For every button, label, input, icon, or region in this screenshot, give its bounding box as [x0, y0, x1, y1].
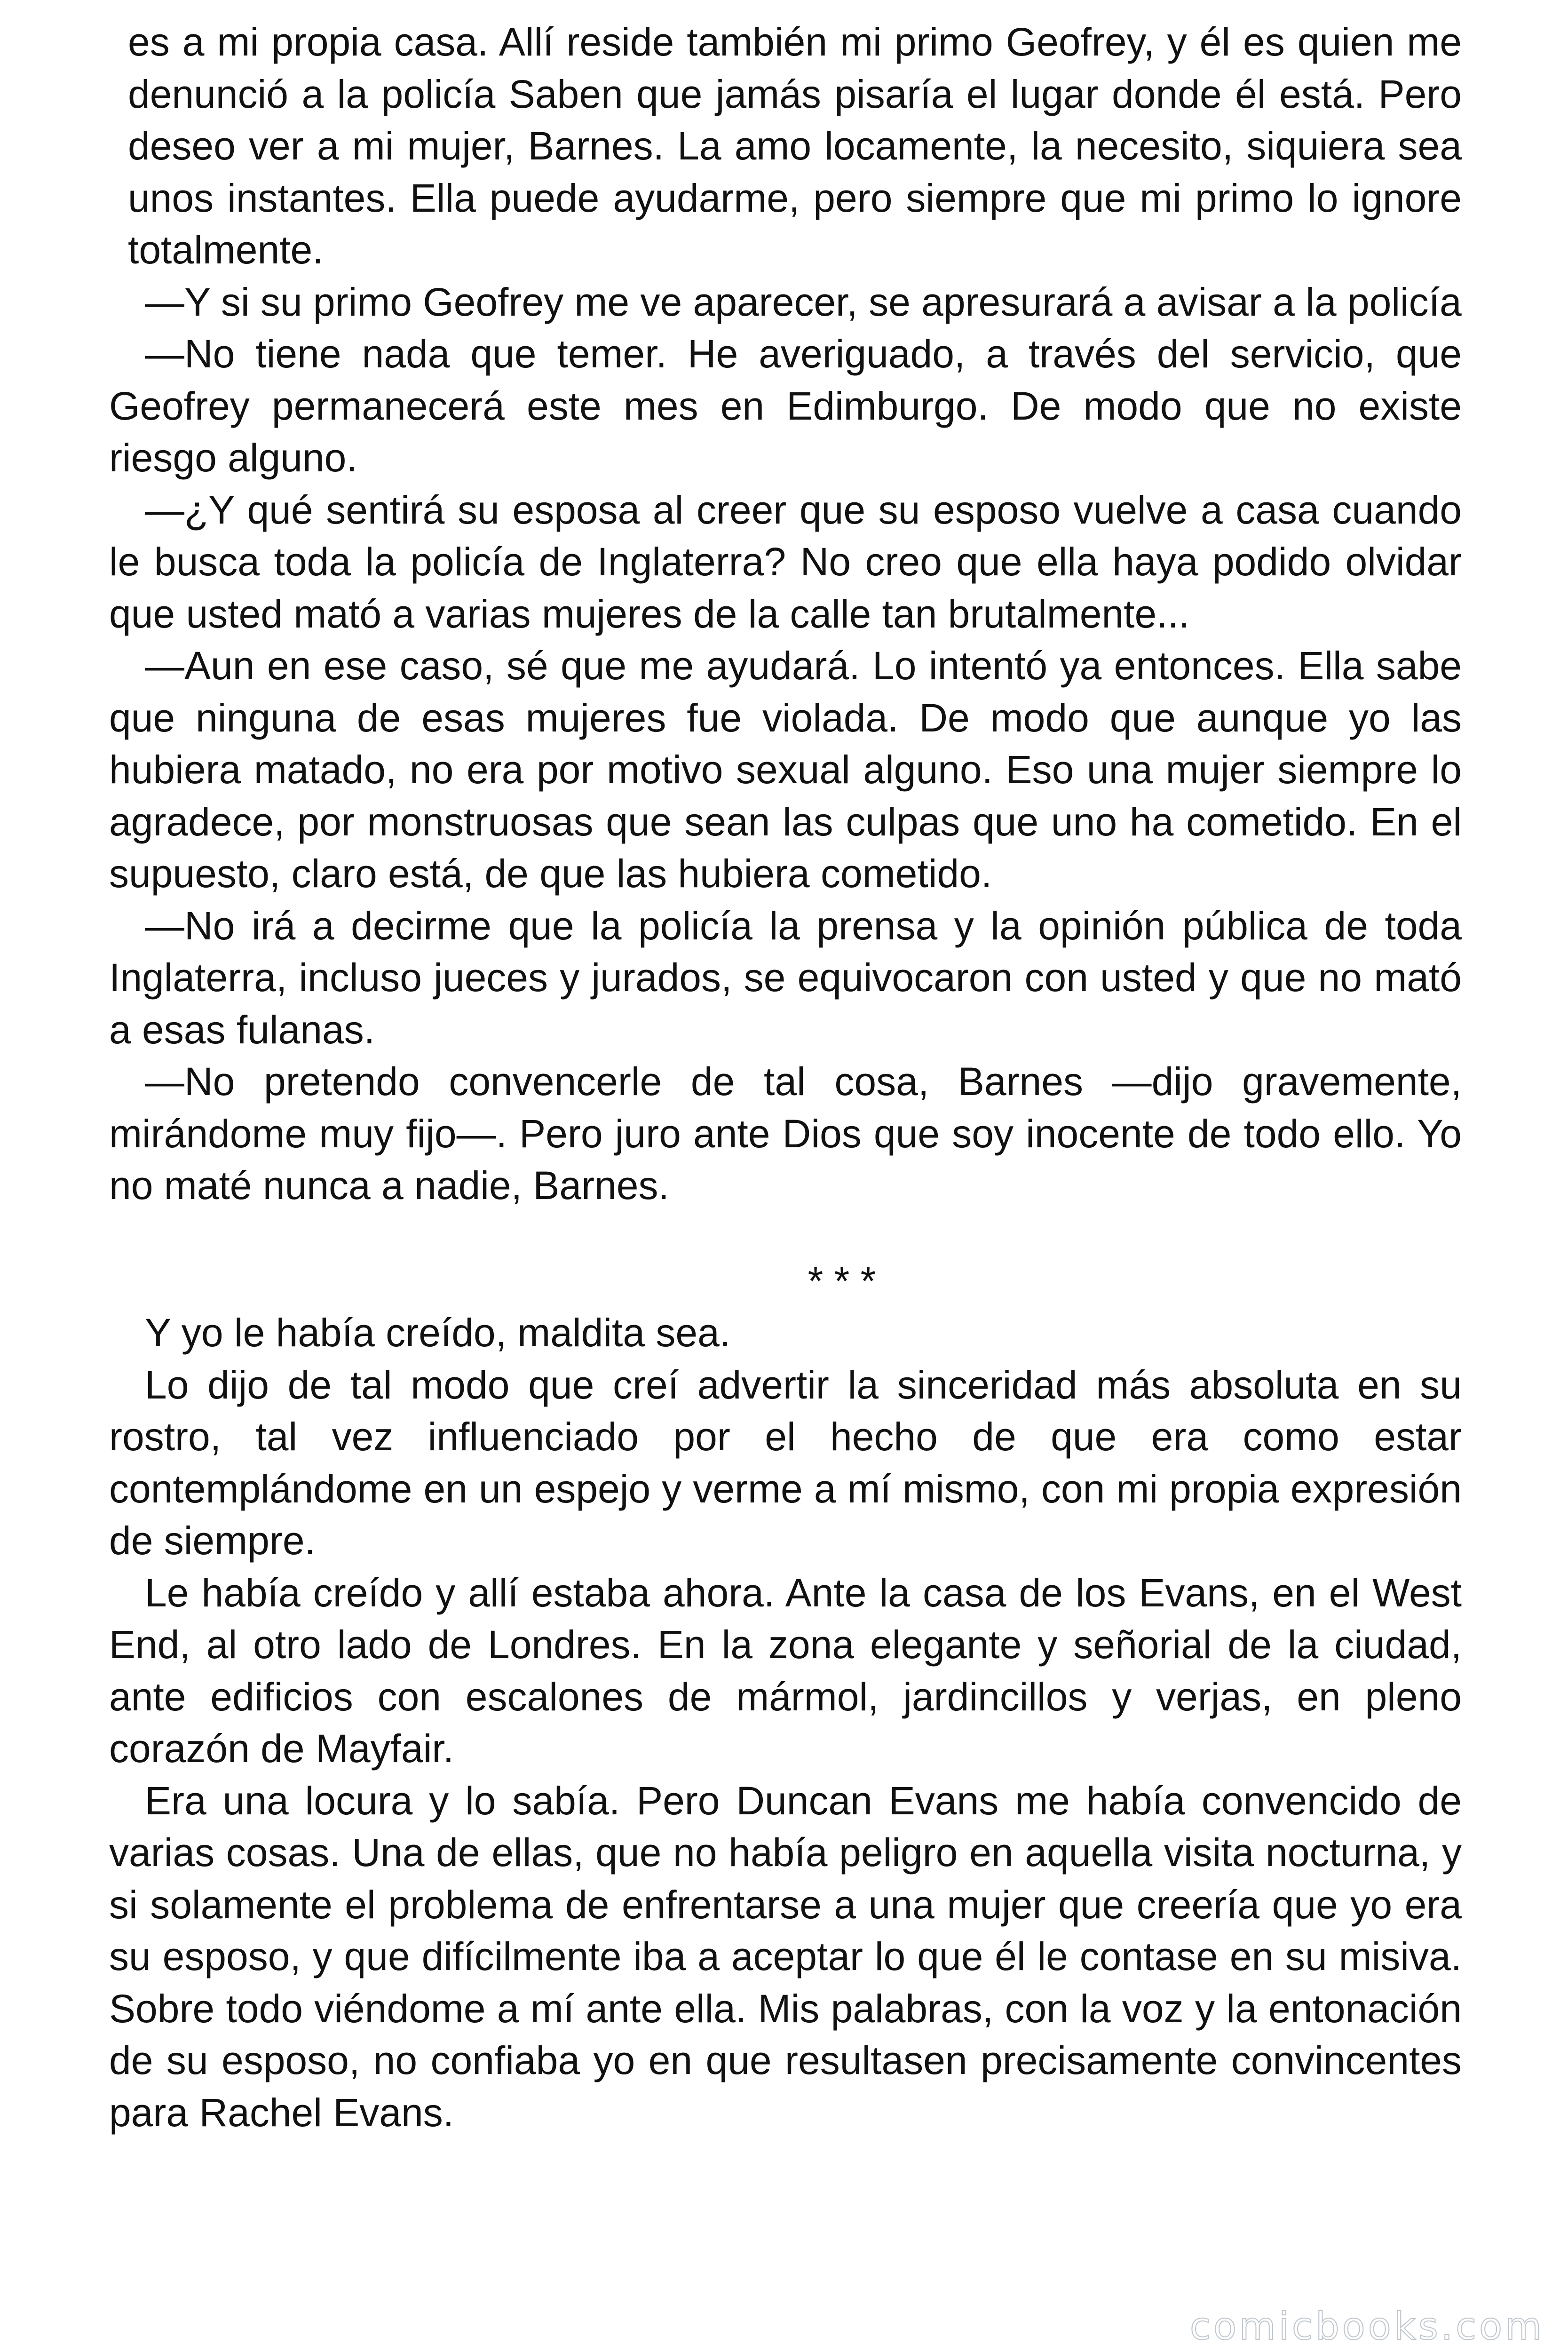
paragraph: —No pretendo convencerle de tal cosa, Barnes —dijo gravemente, mirándome muy fijo—. Pero juro ante Dios que soy inocente de todo ello. Yo no maté nunca a nadie, Barnes.: [109, 1059, 1462, 1208]
text-column: [109, 16, 1462, 2138]
paragraph: Le había creído y allí estaba ahora. Ante la casa de los Evans, en el West End, al otro lado de Londres. En la zona elegante y señorial de la ciudad, ante edificios con escalones de mármol, jardincillos y verjas, en pleno corazón de Mayfair.: [109, 1570, 1462, 1771]
paragraph: Y yo le había creído, maldita sea.: [145, 1311, 731, 1355]
paragraph: —¿Y qué sentirá su esposa al creer que su esposo vuelve a casa cuando le busca toda la policía de Inglaterra? No creo que ella haya podido olvidar que usted mató a varias mujeres de la calle tan brutalmente...: [109, 487, 1462, 636]
section-separator: * * *: [808, 1258, 876, 1303]
watermark: comicbooks.com: [1189, 2304, 1544, 2348]
paragraph: —Y si su primo Geofrey me ve aparecer, se apresurará a avisar a la policía: [145, 279, 1462, 324]
paragraph: —No tiene nada que temer. He averiguado, a través del servicio, que Geofrey permanecerá este mes en Edimburgo. De modo que no existe riesgo alguno.: [109, 332, 1462, 480]
paragraph: Era una locura y lo sabía. Pero Duncan Evans me había convencido de varias cosas. Una de ellas, que no había peligro en aquella visita nocturna, y si solamente el problema de enfrentarse a una mujer que creería que yo era su esposo, y que difícilmente iba a aceptar lo que él le contase en su misiva. Sobre todo viéndome a mí ante ella. Mis palabras, con la voz y la entonación de su esposo, no confiaba yo en que resultasen precisamente convincentes para Rachel Evans.: [109, 1778, 1462, 2135]
paragraph: Lo dijo de tal modo que creí advertir la sinceridad más absoluta en su rostro, tal vez influenciado por el hecho de que era como estar contemplándome en un espejo y verme a mí mismo, con mi propia expresión de siempre.: [109, 1362, 1462, 1563]
paragraph: —No irá a decirme que la policía la prensa y la opinión pública de toda Inglaterra, incluso jueces y jurados, se equivocaron con usted y que no mató a esas fulanas.: [109, 903, 1462, 1052]
paragraph: es a mi propia casa. Allí reside también mi primo Geofrey, y él es quien me denunció a la policía Saben que jamás pisaría el lugar donde él está. Pero deseo ver a mi mujer, Barnes. La amo locamente, la necesito, siquiera sea unos instantes. Ella puede ayudarme, pero siempre que mi primo lo ignore totalmente.: [128, 20, 1462, 272]
paragraph: —Aun en ese caso, sé que me ayudará. Lo intentó ya entonces. Ella sabe que ninguna de esas mujeres fue violada. De modo que aunque yo las hubiera matado, no era por motivo sexual alguno. Eso una mujer siempre lo agradece, por monstruosas que sean las culpas que uno ha cometido. En el supuesto, claro está, de que las hubiera cometido.: [109, 644, 1462, 896]
